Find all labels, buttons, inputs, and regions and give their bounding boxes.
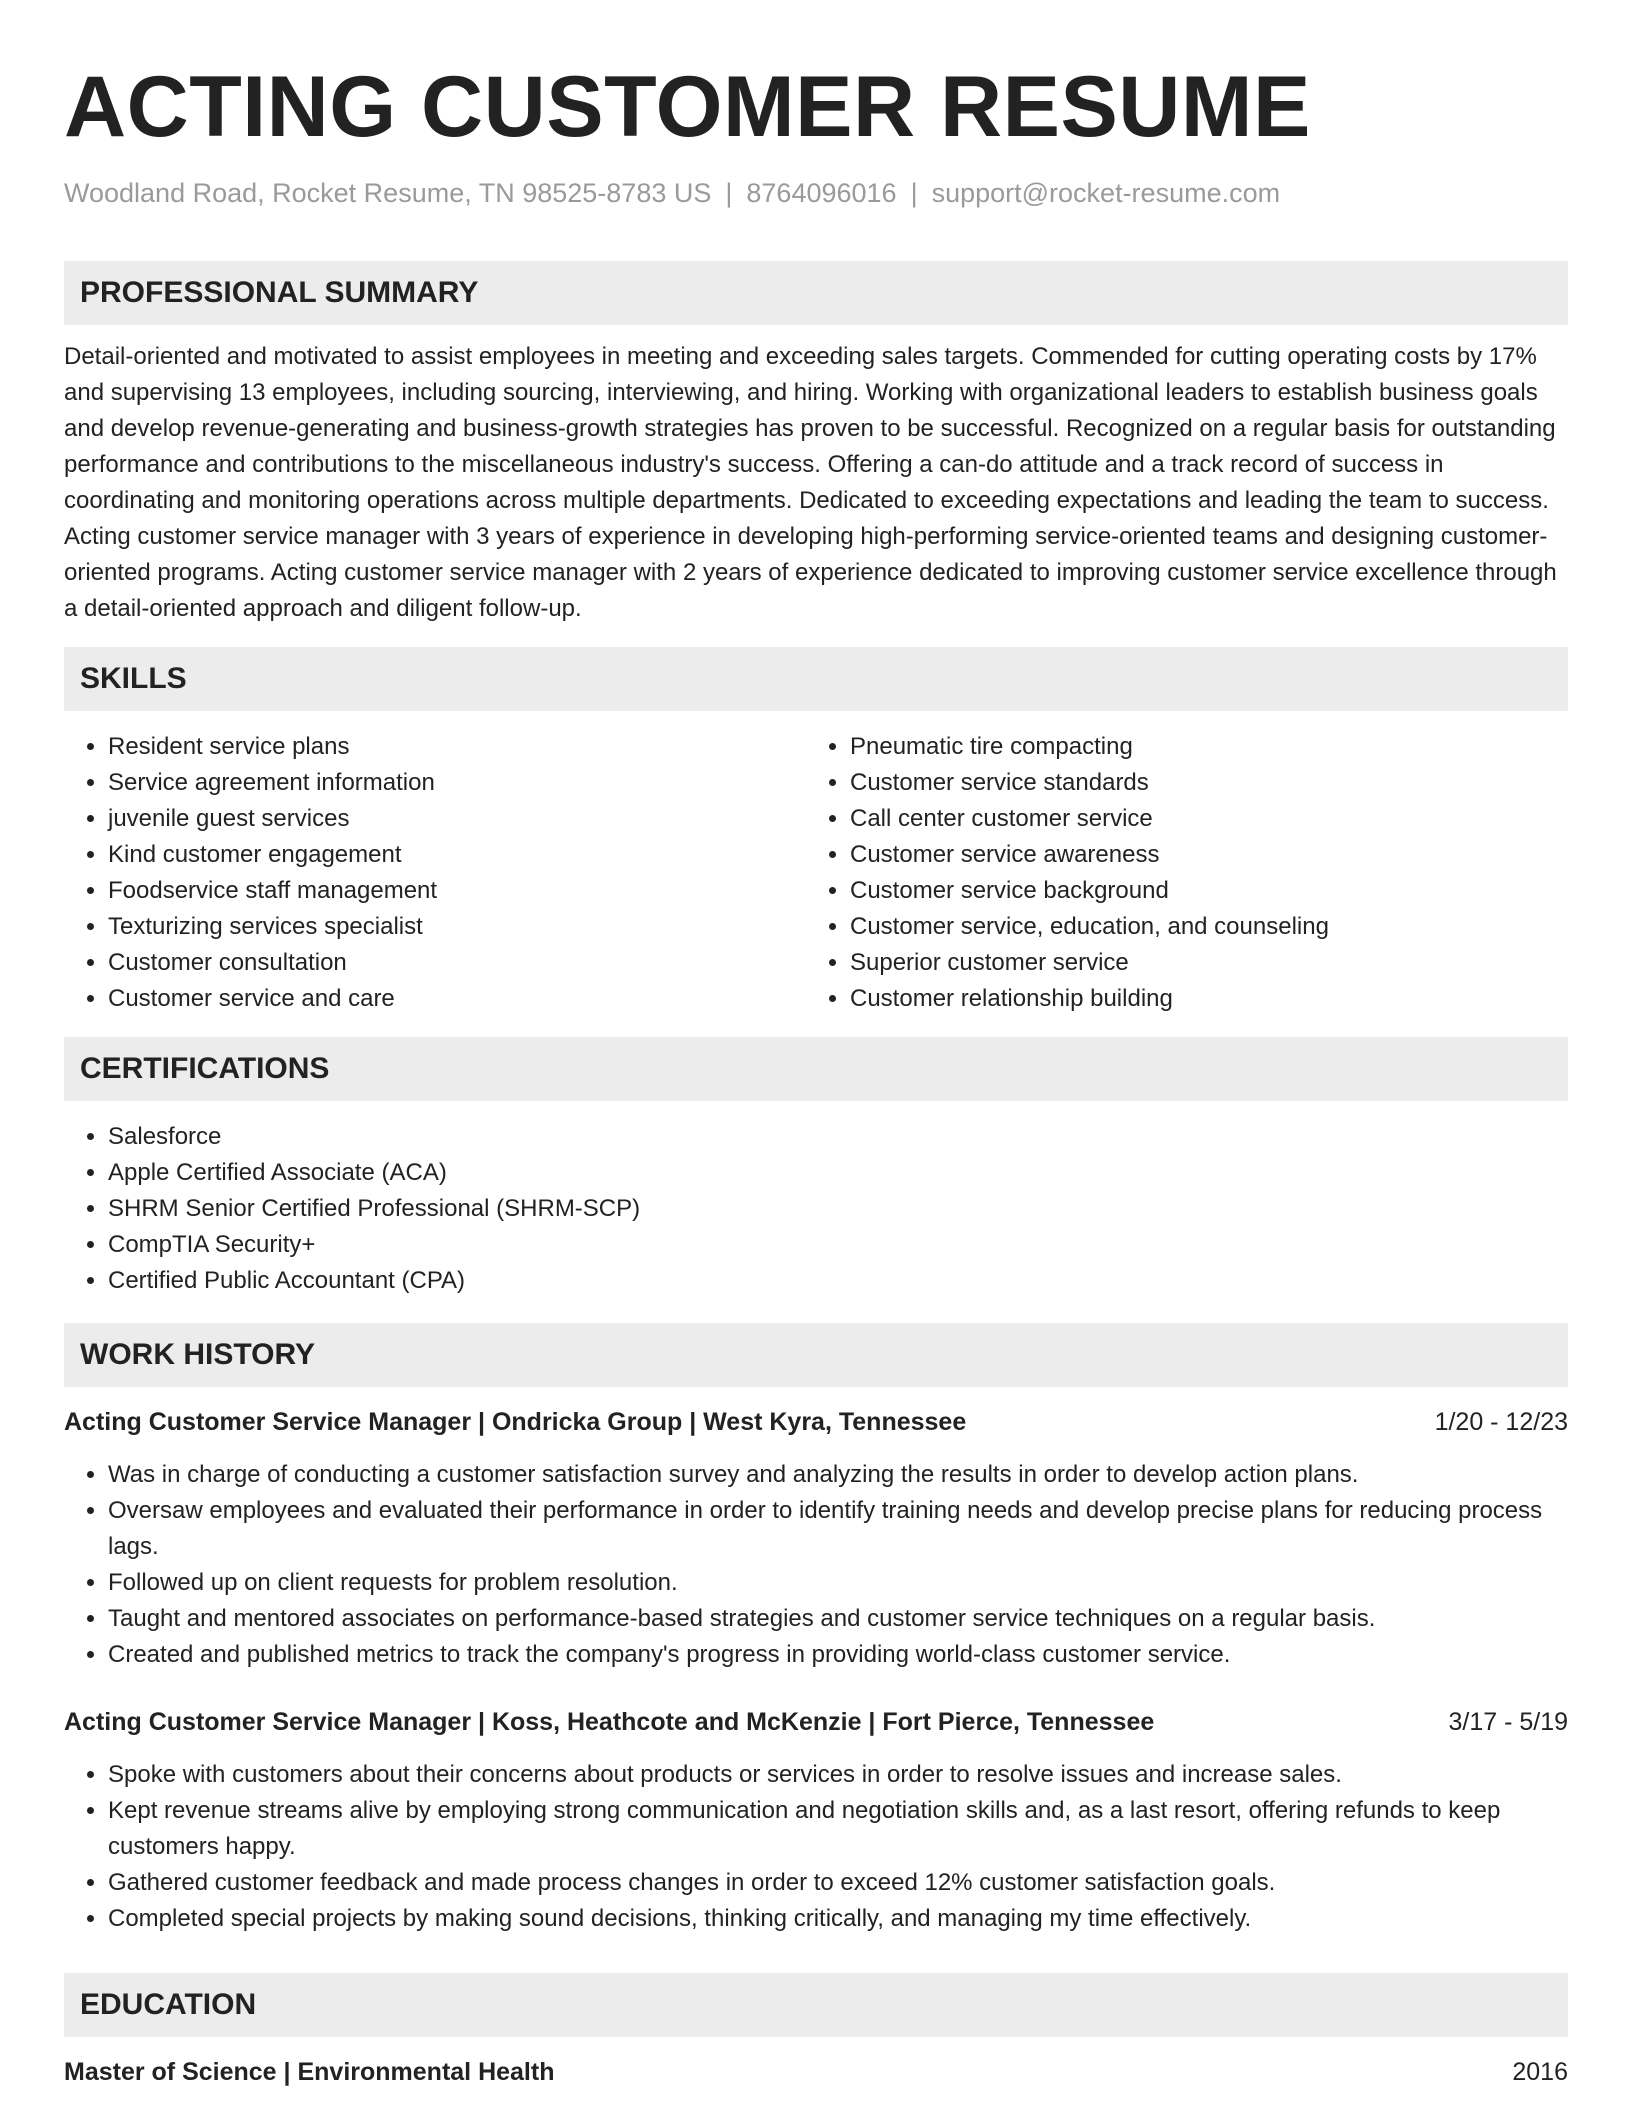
skill-item: • Resident service plans — [108, 729, 806, 765]
contact-line — [64, 178, 1568, 209]
skills-list-left — [64, 729, 806, 1017]
skill-item: • Superior customer service — [850, 945, 1548, 981]
contact-separator: | — [910, 178, 918, 208]
section-heading-skills: SKILLS — [64, 647, 1568, 711]
skills-grid — [64, 729, 1568, 1017]
resume-name: ACTING CUSTOMER RESUME — [64, 59, 1311, 155]
contact-phone: 8764096016 — [746, 178, 897, 208]
skills-column-right — [806, 729, 1548, 1017]
education-year: 2016 — [1512, 2058, 1568, 2086]
section-heading-education: EDUCATION — [64, 1973, 1568, 2037]
job-bullet: • Created and published metrics to track the company's progress in providing world-class customer service. — [108, 1637, 1568, 1673]
job-title: Acting Customer Service Manager | Koss, Heathcote and McKenzie | Fort Pierce, Tennessee — [64, 1708, 1155, 1736]
skill-item: • Pneumatic tire compacting — [850, 729, 1548, 765]
job-dates: 1/20 - 12/23 — [1434, 1408, 1568, 1436]
certifications-list — [64, 1119, 1568, 1299]
skill-item: • Customer service standards — [850, 765, 1548, 801]
job-bullet: • Taught and mentored associates on performance-based strategies and customer service techniques on a regular basis. — [108, 1601, 1568, 1637]
skill-item: • Kind customer engagement — [108, 837, 806, 873]
skill-item: • Customer service and care — [108, 981, 806, 1017]
education-entry — [64, 2055, 1568, 2089]
section-heading-work-history: WORK HISTORY — [64, 1323, 1568, 1387]
certification-item: • SHRM Senior Certified Professional (SHRM-SCP) — [108, 1191, 1568, 1227]
section-heading-certifications: CERTIFICATIONS — [64, 1037, 1568, 1101]
contact-email: support@rocket-resume.com — [931, 178, 1281, 208]
skill-item: • Foodservice staff management — [108, 873, 806, 909]
skill-item: • Customer service awareness — [850, 837, 1548, 873]
skills-list-right — [806, 729, 1548, 1017]
job-header — [64, 1405, 1568, 1439]
job-bullet: • Followed up on client requests for problem resolution. — [108, 1565, 1568, 1601]
job-header — [64, 1705, 1568, 1739]
job-bullet: • Gathered customer feedback and made process changes in order to exceed 12% customer satisfaction goals. — [108, 1865, 1568, 1901]
job-title: Acting Customer Service Manager | Ondricka Group | West Kyra, Tennessee — [64, 1408, 967, 1436]
job-bullets — [64, 1457, 1568, 1673]
contact-address: Woodland Road, Rocket Resume, TN 98525-8783 US — [64, 178, 712, 208]
skill-item: • Customer consultation — [108, 945, 806, 981]
skills-column-left — [64, 729, 806, 1017]
contact-separator: | — [725, 178, 733, 208]
certification-item: • Certified Public Accountant (CPA) — [108, 1263, 1568, 1299]
job-bullet: • Completed special projects by making sound decisions, thinking critically, and managing my time effectively. — [108, 1901, 1568, 1937]
skill-item: • Customer service background — [850, 873, 1548, 909]
skill-item: • Customer service, education, and counseling — [850, 909, 1548, 945]
skill-item: • Service agreement information — [108, 765, 806, 801]
job-bullet: • Spoke with customers about their concerns about products or services in order to resolve issues and increase sales. — [108, 1757, 1568, 1793]
job-dates: 3/17 - 5/19 — [1448, 1708, 1568, 1736]
skill-item: • Texturizing services specialist — [108, 909, 806, 945]
job-bullet: • Kept revenue streams alive by employing strong communication and negotiation skills and, as a last resort, offering refunds to keep customers happy. — [108, 1793, 1568, 1865]
section-heading-summary: PROFESSIONAL SUMMARY — [64, 261, 1568, 325]
summary-text: Detail-oriented and motivated to assist employees in meeting and exceeding sales targets. Commended for cutting operating costs by 17% and supervising 13 employees, including sourcing, interviewing, and hiring. Working with organizational leaders to establish business goals and develop revenue-generating and business-growth strategies has proven to be successful. Recognized on a regular basis for outstanding performance and contributions to the miscellaneous industry's success. Offering a can-do attitude and a track record of success in coordinating and monitoring operations across multiple departments. Dedicated to exceeding expectations and leading the team to success. Acting customer service manager with 3 years of experience in developing high-performing service-oriented teams and designing customer-oriented programs. Acting customer service manager with 2 years of experience dedicated to improving customer service excellence through a detail-oriented approach and diligent follow-up. — [64, 343, 1557, 622]
education-degree: Master of Science | Environmental Health — [64, 2058, 555, 2086]
job-bullets — [64, 1757, 1568, 1937]
certification-item: • CompTIA Security+ — [108, 1227, 1568, 1263]
skill-item: • juvenile guest services — [108, 801, 806, 837]
certification-item: • Salesforce — [108, 1119, 1568, 1155]
skill-item: • Call center customer service — [850, 801, 1548, 837]
job-bullet: • Oversaw employees and evaluated their performance in order to identify training needs and develop precise plans for reducing process lags. — [108, 1493, 1568, 1565]
skill-item: • Customer relationship building — [850, 981, 1548, 1017]
job-bullet: • Was in charge of conducting a customer satisfaction survey and analyzing the results in order to develop action plans. — [108, 1457, 1568, 1493]
certification-item: • Apple Certified Associate (ACA) — [108, 1155, 1568, 1191]
